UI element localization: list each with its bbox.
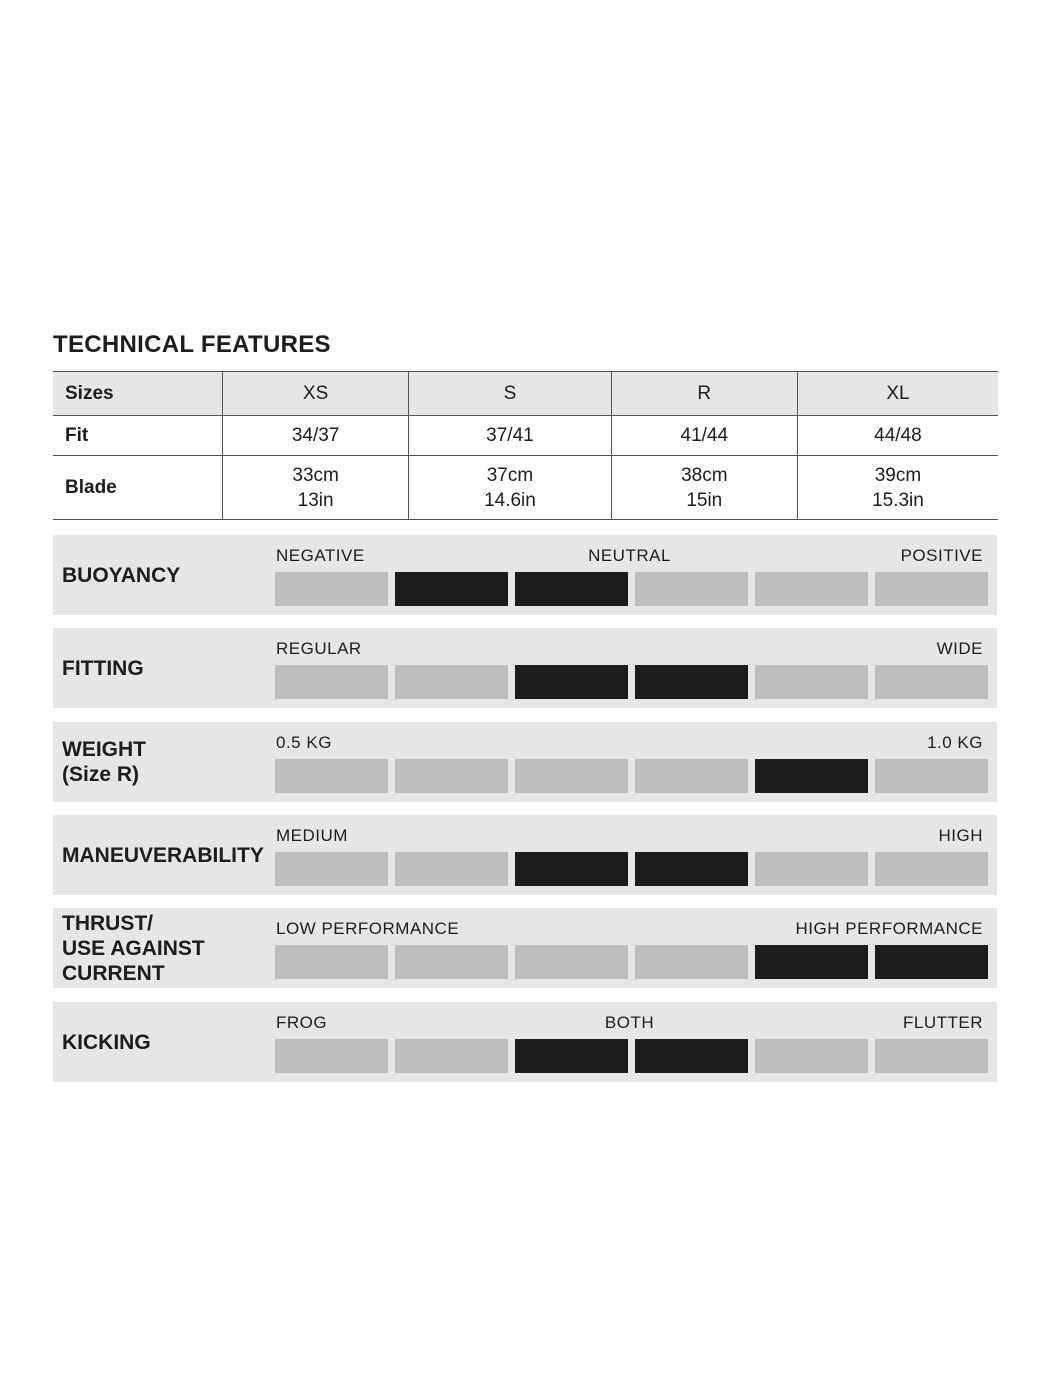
rating-segment-empty (275, 572, 388, 606)
rating-segment-filled (515, 1039, 628, 1073)
feature-label: FITTING (62, 656, 144, 680)
rating-segment-empty (395, 852, 508, 886)
rating-bar (275, 572, 988, 606)
blade-in: 15.3in (872, 489, 924, 511)
feature-label: MANEUVERABILITY (62, 843, 264, 867)
scale-right-label: HIGH PERFORMANCE (795, 919, 983, 938)
scale-right-label: POSITIVE (900, 546, 983, 565)
blade-cell-s (409, 456, 611, 520)
header-cell-sizes: Sizes (53, 372, 223, 416)
rating-segment-filled (515, 572, 628, 606)
rating-segment-empty (275, 852, 388, 886)
header-cell-r: R (611, 372, 797, 416)
rating-segment-empty (395, 945, 508, 979)
rating-segment-empty (875, 852, 988, 886)
rating-segment-empty (275, 665, 388, 699)
fit-row (53, 416, 998, 456)
rating-bar (275, 852, 988, 886)
feature-kicking (53, 1002, 997, 1082)
feature-thrust (53, 908, 997, 988)
header-cell-s: S (409, 372, 611, 416)
feature-fitting (53, 628, 997, 708)
rating-segment-empty (515, 759, 628, 793)
size-table-header-row (53, 372, 998, 416)
scale-right-label: 1.0 KG (927, 733, 983, 752)
rating-segment-empty (755, 1039, 868, 1073)
rating-segment-empty (875, 572, 988, 606)
feature-weight (53, 722, 997, 802)
scale-right-label: FLUTTER (903, 1013, 983, 1032)
blade-row (53, 456, 998, 520)
feature-label: BUOYANCY (62, 563, 181, 587)
feature-label: KICKING (62, 1030, 151, 1054)
scale-right-label: HIGH (938, 826, 983, 845)
rating-segment-empty (395, 1039, 508, 1073)
fit-cell-r: 41/44 (611, 416, 797, 456)
blade-cm: 38cm (681, 464, 728, 486)
scale-left-label: 0.5 KG (276, 733, 332, 752)
page-title: TECHNICAL FEATURES (53, 331, 331, 358)
blade-cell-xs (223, 456, 409, 520)
rating-segment-empty (875, 1039, 988, 1073)
rating-bar (275, 1039, 988, 1073)
scale-right-label: WIDE (936, 639, 983, 658)
rating-segment-empty (275, 945, 388, 979)
rating-segment-filled (635, 852, 748, 886)
header-cell-xs: XS (223, 372, 409, 416)
rating-segment-filled (395, 572, 508, 606)
rating-segment-empty (755, 572, 868, 606)
fit-cell-s: 37/41 (409, 416, 611, 456)
blade-cm: 39cm (874, 464, 922, 486)
scale-labels (276, 826, 983, 848)
rating-segment-filled (635, 1039, 748, 1073)
feature-buoyancy (53, 535, 997, 615)
blade-cm: 37cm (486, 464, 534, 486)
rating-segment-empty (515, 945, 628, 979)
rating-segment-empty (395, 759, 508, 793)
scale-labels (276, 919, 983, 941)
fit-cell-xs: 34/37 (223, 416, 409, 456)
scale-left-label: NEGATIVE (276, 546, 365, 565)
scale-labels (276, 639, 983, 661)
rating-segment-empty (635, 759, 748, 793)
size-table (53, 371, 998, 520)
fit-label: Fit (53, 416, 223, 456)
scale-left-label: MEDIUM (276, 826, 348, 845)
rating-segment-empty (875, 759, 988, 793)
fit-cell-xl: 44/48 (797, 416, 998, 456)
blade-cell-xl (797, 456, 998, 520)
blade-in: 15in (686, 489, 723, 511)
scale-mid-label: BOTH (604, 1013, 655, 1032)
rating-segment-filled (875, 945, 988, 979)
feature-maneuverability (53, 815, 997, 895)
rating-bar (275, 665, 988, 699)
header-cell-xl: XL (797, 372, 998, 416)
rating-segment-empty (395, 665, 508, 699)
rating-segment-empty (275, 1039, 388, 1073)
blade-in: 13in (297, 489, 334, 511)
scale-left-label: FROG (276, 1013, 328, 1032)
scale-mid-label: NEUTRAL (588, 546, 671, 565)
scale-left-label: REGULAR (276, 639, 362, 658)
rating-segment-filled (635, 665, 748, 699)
feature-label: WEIGHT (Size R) (62, 738, 146, 786)
blade-cm: 33cm (292, 464, 339, 486)
rating-segment-filled (515, 665, 628, 699)
rating-segment-empty (275, 759, 388, 793)
rating-segment-empty (755, 665, 868, 699)
scale-left-label: LOW PERFORMANCE (276, 919, 460, 938)
rating-bar (275, 945, 988, 979)
rating-segment-filled (755, 945, 868, 979)
rating-segment-empty (875, 665, 988, 699)
rating-segment-filled (515, 852, 628, 886)
rating-segment-filled (755, 759, 868, 793)
scale-labels (276, 733, 983, 755)
scale-labels (276, 546, 983, 568)
blade-in: 14.6in (484, 489, 536, 511)
blade-cell-r (611, 456, 797, 520)
rating-segment-empty (635, 572, 748, 606)
rating-bar (275, 759, 988, 793)
scale-labels (276, 1013, 983, 1035)
rating-segment-empty (635, 945, 748, 979)
blade-label: Blade (53, 456, 223, 520)
rating-segment-empty (755, 852, 868, 886)
feature-label: THRUST/ USE AGAINST CURRENT (62, 911, 205, 985)
